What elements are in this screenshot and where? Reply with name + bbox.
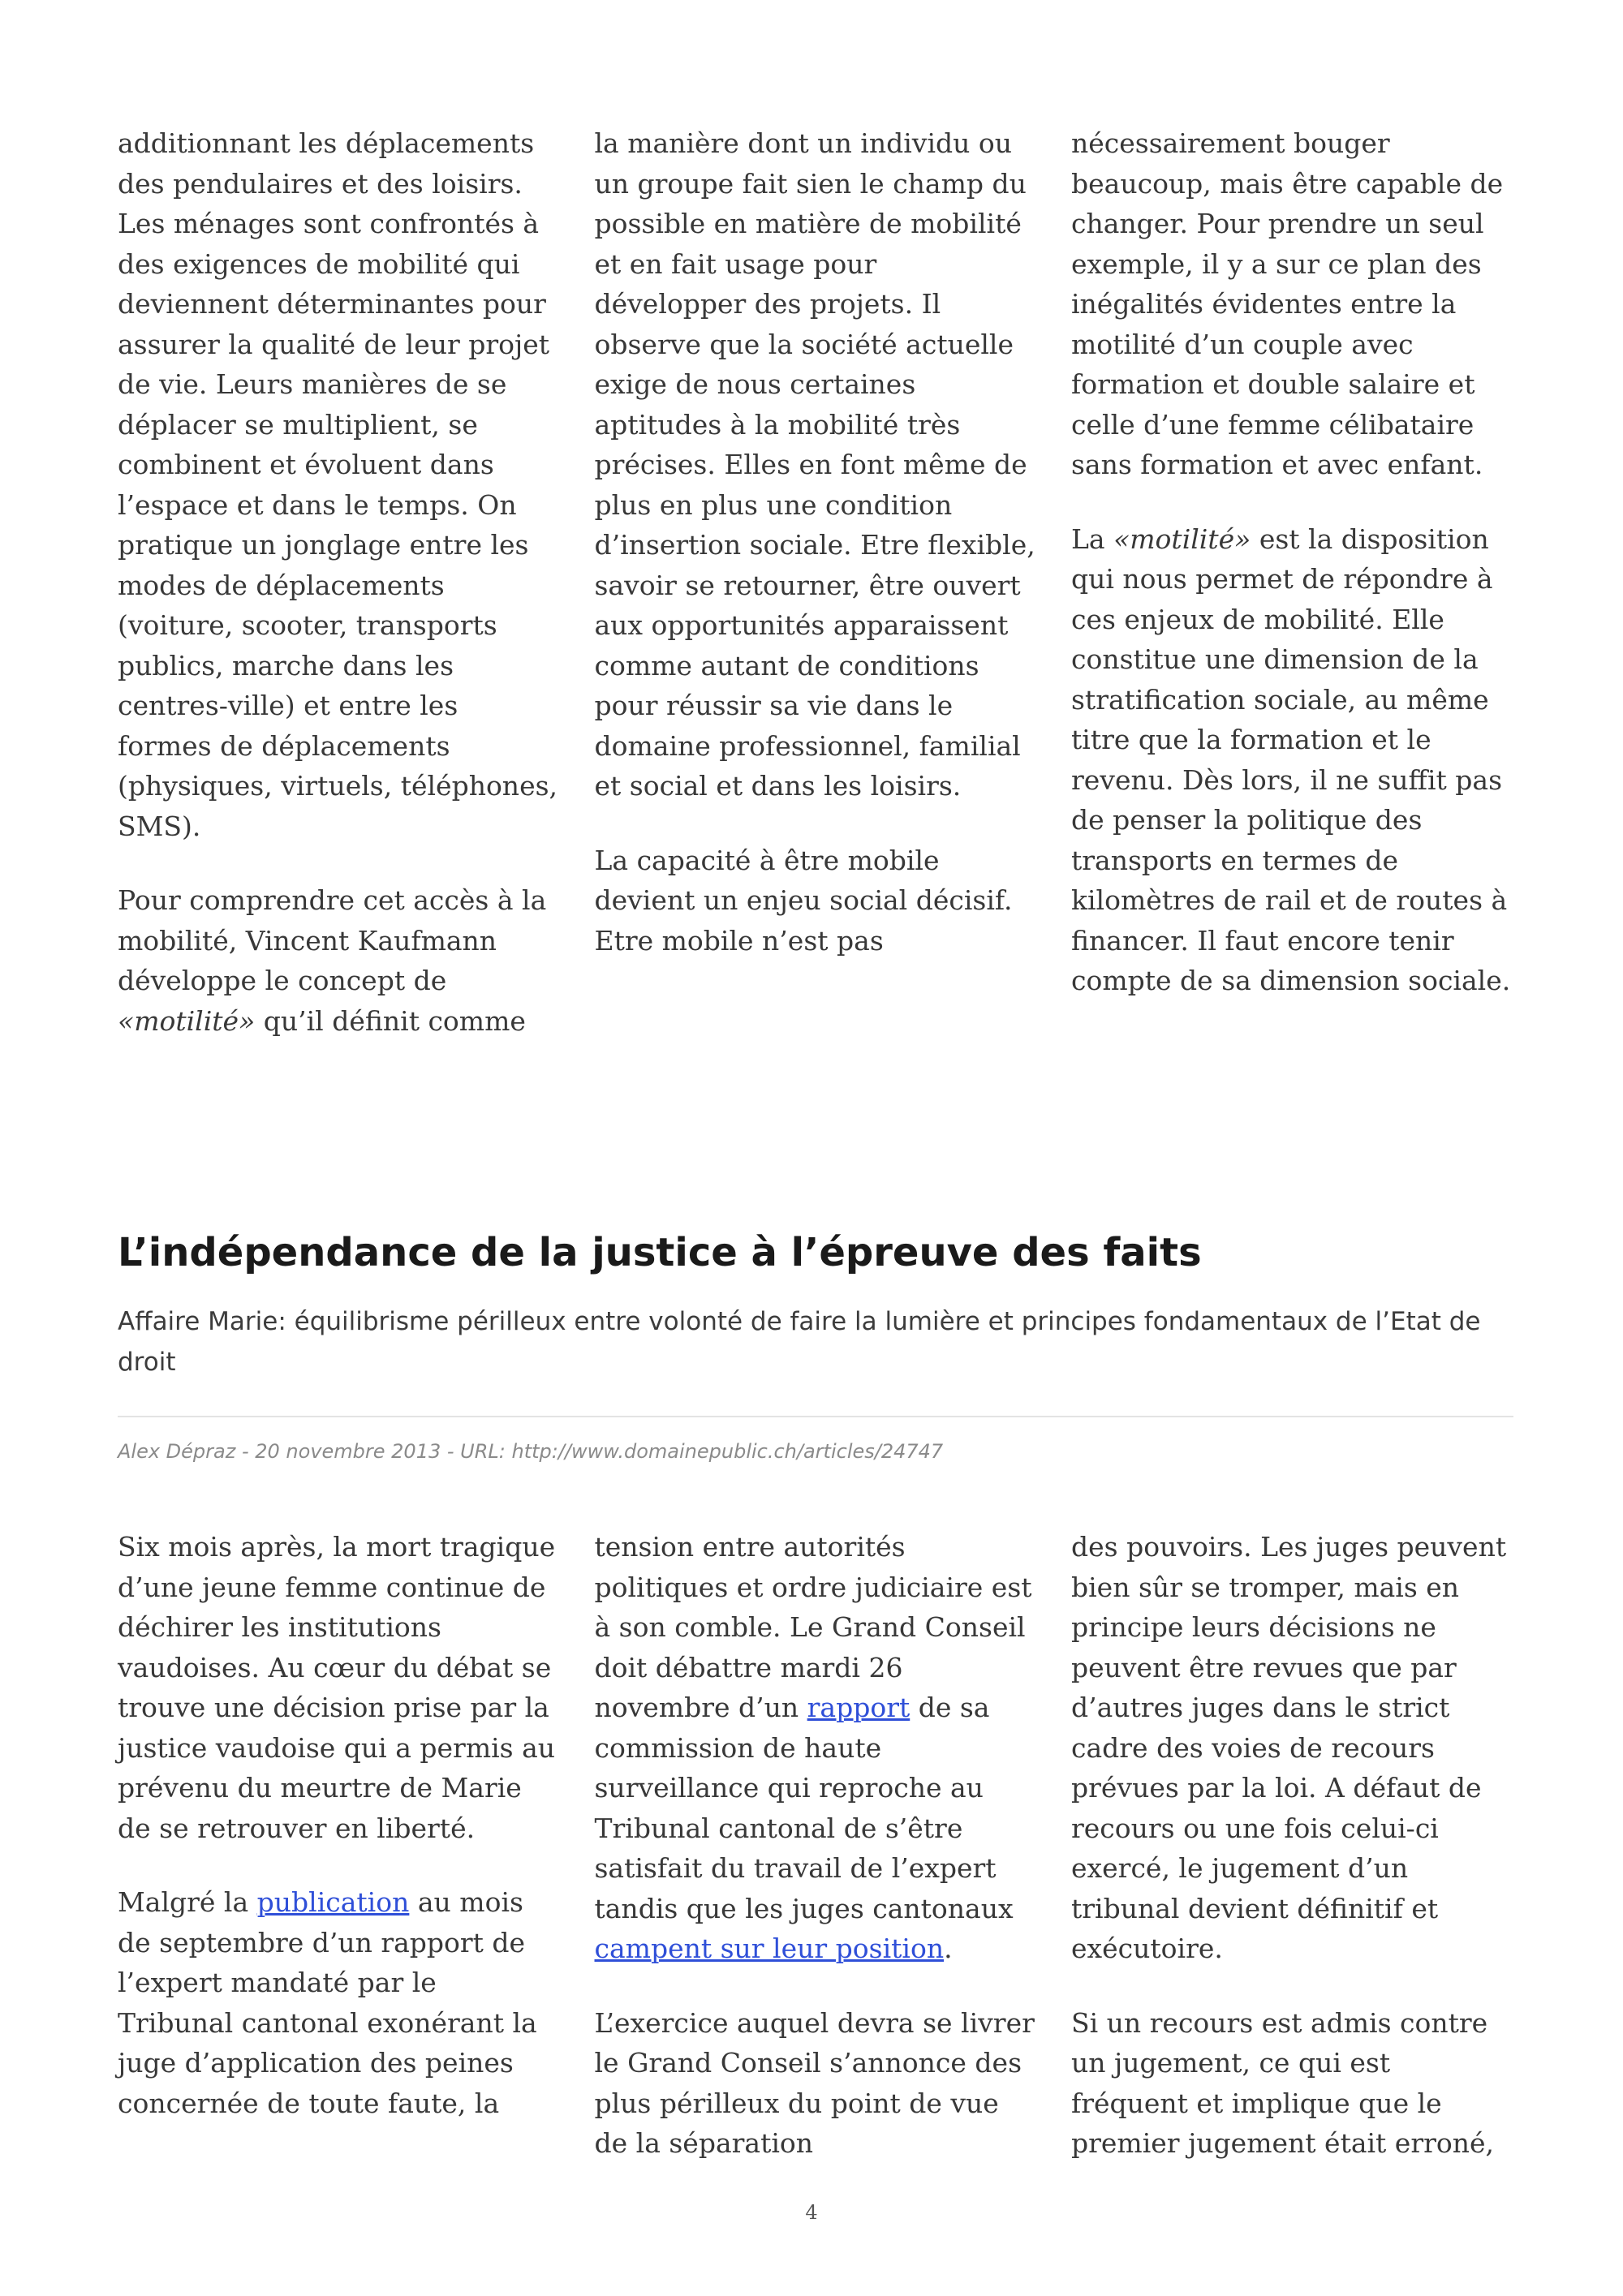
text-column-3 xyxy=(1071,1527,1513,2164)
text-run: La xyxy=(1071,522,1114,555)
paragraph xyxy=(118,1882,560,2123)
article-columns xyxy=(118,1527,1513,2164)
text-run: au mois de septembre d’un rapport de l’expert mandaté par le Tribunal cantonal exonérant la juge d’application des peines concernée de toute faute, la xyxy=(118,1886,537,2119)
rapport-link[interactable]: rapport xyxy=(807,1692,911,1723)
text-run: . xyxy=(944,1933,953,1964)
paragraph: Si un recours est admis contre un jugement, ce qui est fréquent et implique que le premier jugement était erroné, xyxy=(1071,2006,1495,2159)
paragraph: L’exercice auquel devra se livrer le Grand Conseil s’annonce des plus périlleux du point de vue de la séparation xyxy=(594,2006,1035,2159)
paragraph xyxy=(595,1527,1037,1969)
paragraph: la manière dont un individu ou un groupe fait sien le champ du possible en matière de mobilité et en fait usage pour développer des projets. Il observe que la société actuelle exige de nous certaines aptitudes à la mobilité très précises. Elles en font même de plus en plus une condition d’insertion sociale. Etre flexible, savoir se retourner, être ouvert aux opportunités apparaissent comme autant de conditions pour réussir sa vie dans le domaine professionnel, familial et social et dans les loisirs. xyxy=(594,127,1035,802)
motilite-term: «motilité» xyxy=(1113,522,1251,555)
paragraph: La capacité à être mobile devient un enjeu social décisif. Etre mobile n’est pas xyxy=(594,844,1013,957)
paragraph: nécessairement bouger beaucoup, mais être capable de changer. Pour prendre un seul exemple, il y a sur ce plan des inégalités évidentes entre la motilité d’un couple avec formation et double salaire et celle d’une femme célibataire sans formation et avec enfant. xyxy=(1071,127,1504,480)
publication-link[interactable]: publication xyxy=(256,1886,410,1918)
article-byline: Alex Dépraz - 20 novembre 2013 - URL: http://www.domainepublic.ch/articles/24747 xyxy=(118,1440,944,1463)
text-run: qu’il définit comme xyxy=(255,1004,526,1037)
text-run: Malgré la xyxy=(118,1886,257,1918)
motilite-term: «motilité» xyxy=(118,1004,256,1037)
text-column-2 xyxy=(595,123,1037,1041)
text-column-3 xyxy=(1071,123,1513,1041)
campent-sur-leur-position-link[interactable]: campent sur leur position xyxy=(594,1933,945,1964)
page-number: 4 xyxy=(805,2201,818,2224)
paragraph: additionnant les déplacements des pendulaires et des loisirs. Les ménages sont confrontés à des exigences de mobilité qui deviennent déterminantes pour assurer la qualité de leur projet de vie. Leurs manières de se déplacer se multiplient, se combinent et évoluent dans l’espace et dans le temps. On pratique un jonglage entre les modes de déplacements (voiture, scooter, transports publics, marche dans les centres-ville) et entre les formes de déplacements (physiques, virtuels, téléphones, SMS). xyxy=(118,127,558,842)
divider xyxy=(118,1416,1513,1417)
paragraph xyxy=(1071,519,1513,1001)
previous-article-columns xyxy=(118,123,1513,1041)
text-run: tension entre autorités politiques et ordre judiciaire est à son comble. Le Grand Conseil doit débattre mardi 26 novembre d’un xyxy=(594,1531,1032,1723)
paragraph xyxy=(118,880,560,1041)
paragraph: Six mois après, la mort tragique d’une jeune femme continue de déchirer les institutions vaudoises. Au cœur du débat se trouve une décision prise par la justice vaudoise qui a permis au prévenu du meurtre de Marie de se retrouver en liberté. xyxy=(118,1531,556,1844)
paragraph: des pouvoirs. Les juges peuvent bien sûr se tromper, mais en principe leurs décisions ne peuvent être revues que par d’autres juges dans le strict cadre des voies de recours prévues par la loi. A défaut de recours ou une fois celui-ci exercé, le jugement d’un tribunal devient définitif et exécutoire. xyxy=(1071,1531,1507,1964)
text-run: de sa commission de haute surveillance qui reproche au Tribunal cantonal de s’être satisfait du travail de l’expert tandis que les juges cantonaux xyxy=(594,1692,1014,1924)
text-column-2 xyxy=(595,1527,1037,2164)
text-run: Pour comprendre cet accès à la mobilité, Vincent Kaufmann développe le concept de xyxy=(118,884,547,996)
article-subtitle: Affaire Marie: équilibrisme périlleux entre volonté de faire la lumière et principes fondamentaux de l’Etat de droit xyxy=(118,1307,1481,1377)
text-run: est la disposition qui nous permet de répondre à ces enjeux de mobilité. Elle constitue une dimension de la stratification sociale, au même titre que la formation et le revenu. Dès lors, il ne suffit pas de penser la politique des transports en termes de kilomètres de rail et de routes à financer. Il faut encore tenir compte de sa dimension sociale. xyxy=(1071,522,1511,996)
text-column-1 xyxy=(118,1527,560,2164)
text-column-1 xyxy=(118,123,560,1041)
article-title: L’indépendance de la justice à l’épreuve des faits xyxy=(118,1230,1202,1275)
